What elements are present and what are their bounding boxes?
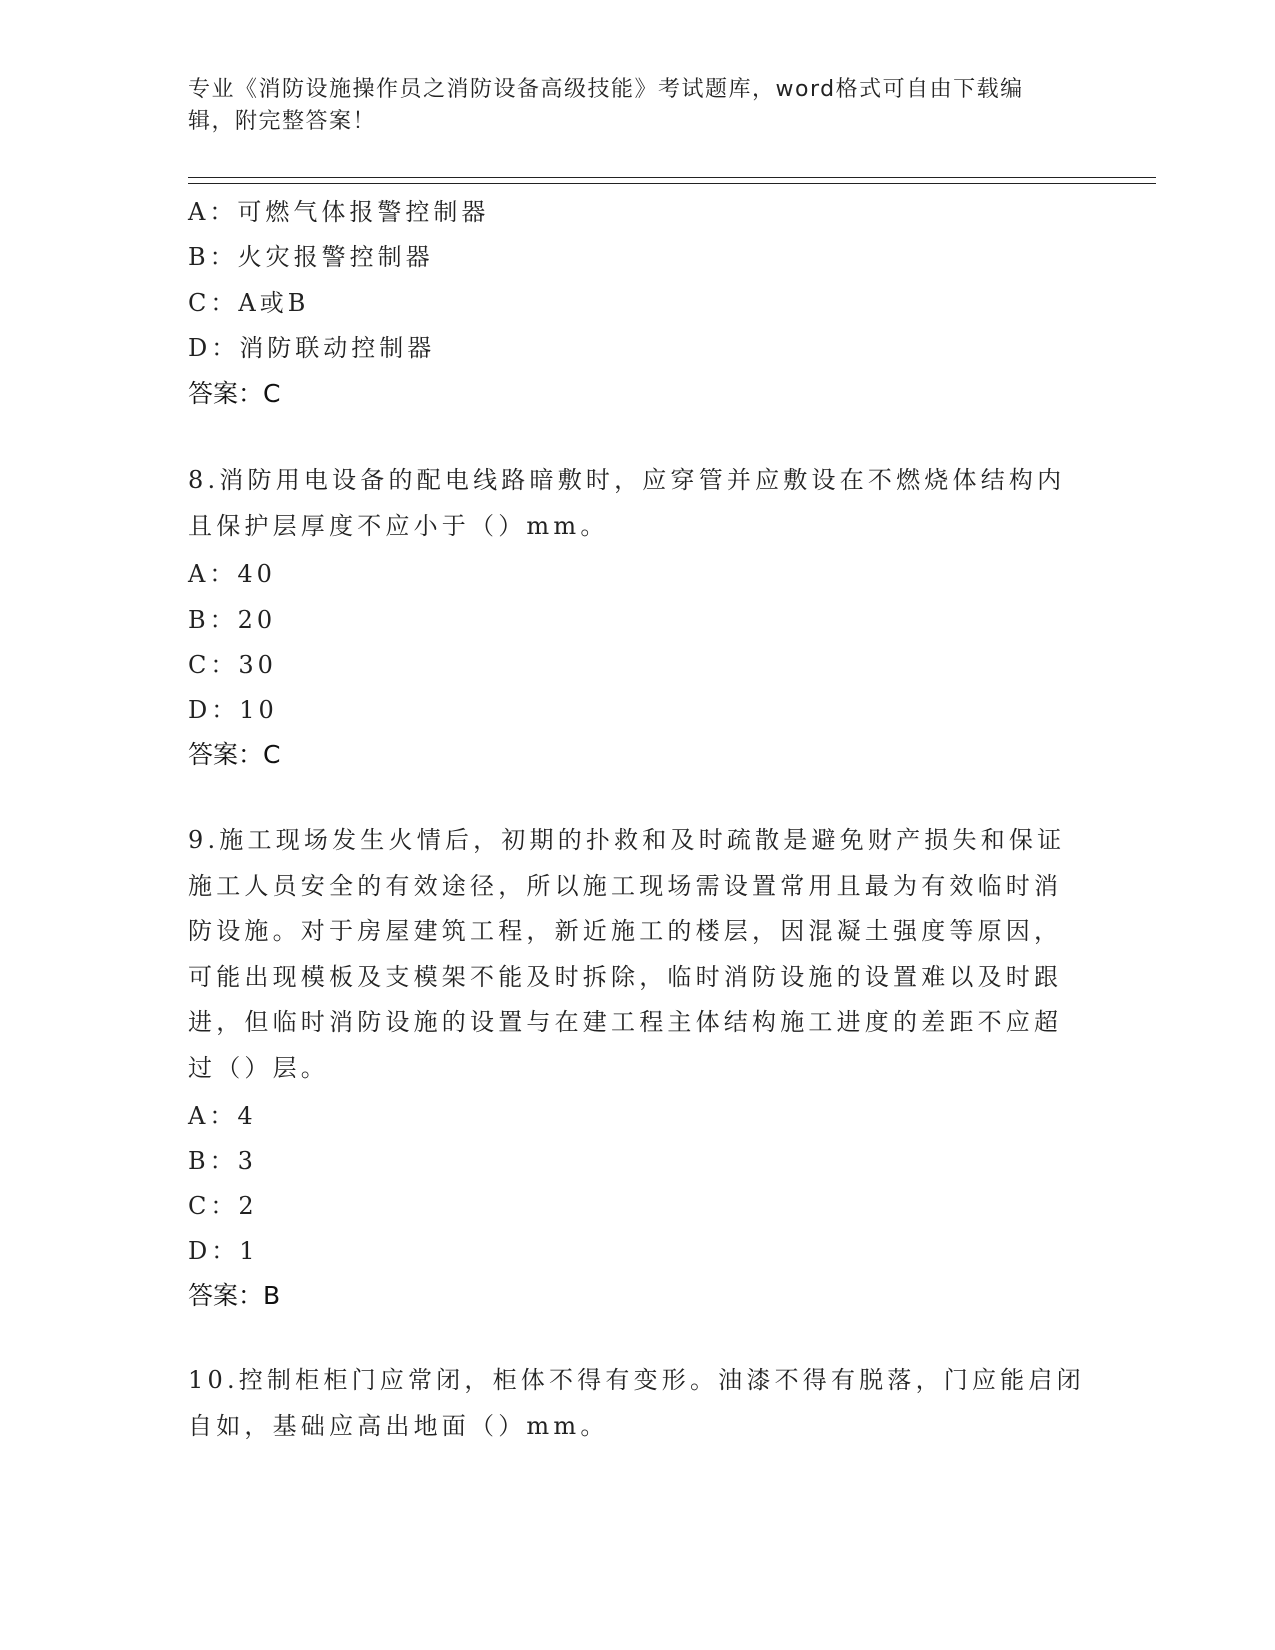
q8-answer: 答案：C — [188, 740, 281, 769]
q9-option-c: C：2 — [188, 1192, 258, 1220]
q8-option-c: C：30 — [188, 651, 277, 679]
q7-option-a: A：可燃气体报警控制器 — [188, 198, 490, 226]
q8-question: 8.消防用电设备的配电线路暗敷时，应穿管并应敷设在不燃烧体结构内且保护层厚度不应小于（）mm。 — [188, 466, 1066, 540]
document-header: 专业《消防设施操作员之消防设备高级技能》考试题库，word格式可自由下载编辑，附完整答案！ — [188, 77, 1024, 134]
header-rule-top — [188, 177, 1156, 178]
q9-option-b: B：3 — [188, 1147, 257, 1175]
q8-option-a: A：40 — [188, 560, 276, 588]
q9-question: 9.施工现场发生火情后，初期的扑救和及时疏散是避免财产损失和保证施工人员安全的有效途径，所以施工现场需设置常用且最为有效临时消防设施。对于房屋建筑工程，新近施工的楼层，因混凝土强度等原因，可能出现模板及支模架不能及时拆除，临时消防设施的设置难以及时跟进，但临时消防设施的设置与在建工程主体结构施工进度的差距不应超过（）层。 — [188, 826, 1066, 1082]
q8-option-d: D：10 — [188, 696, 278, 724]
q7-option-d: D：消防联动控制器 — [188, 334, 436, 362]
q9-answer: 答案：B — [188, 1281, 281, 1310]
q10-question: 10.控制柜柜门应常闭，柜体不得有变形。油漆不得有脱落，门应能启闭自如，基础应高出地面（）mm。 — [188, 1366, 1085, 1440]
q7-option-c: C：A或B — [188, 289, 310, 317]
q9-option-d: D：1 — [188, 1237, 259, 1265]
q9-option-a: A：4 — [188, 1102, 257, 1130]
q7-answer: 答案：C — [188, 379, 281, 408]
q8-option-b: B：20 — [188, 606, 277, 634]
header-rule-bottom — [188, 183, 1156, 184]
q7-option-b: B：火灾报警控制器 — [188, 243, 434, 271]
